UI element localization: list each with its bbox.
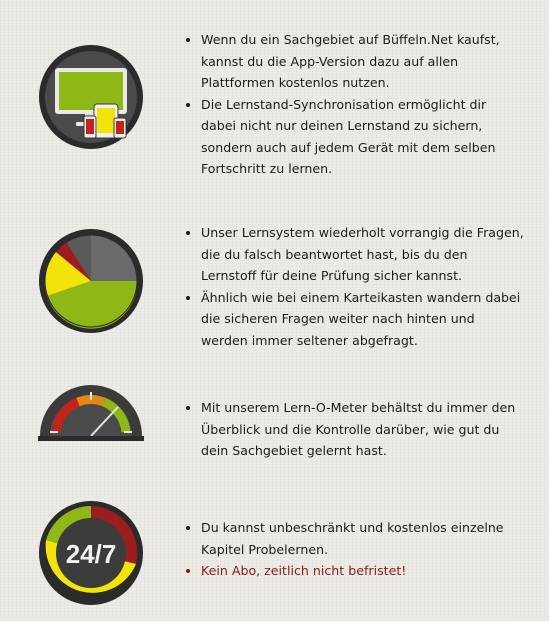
bullet-item: • Ähnlich wie bei einem Karteikasten wandern dabei die sicheren Fragen weiter nach hinten und werden immer seltener abgefragt. [201,287,525,352]
bullet-list [185,29,525,180]
feature-row-lern-o-meter [0,380,549,460]
bullet-item: • Wenn du ein Sachgebiet auf Büffeln.Net kaufst, kannst du die App-Version dazu auf allen Plattformen kostenlos nutzen. [201,29,525,94]
clock-24-7-icon [38,500,144,610]
gauge-meter-icon [38,380,144,446]
feature-text-learning-system [185,222,525,351]
feature-text-lern-o-meter [185,397,525,462]
pie-chart-icon [38,228,144,338]
feature-text-devices [185,29,525,180]
badge-text: 24/7 [65,539,117,569]
feature-row-devices [0,22,549,182]
feature-row-unlimited [0,500,549,615]
bullet-list [185,397,525,462]
bullet-item: • Unser Lernsystem wiederholt vorrangig die Fragen, die du falsch beantwortet hast, bis du den Lernstoff für deine Prüfung sicher kannst. [201,222,525,287]
bullet-item: • Mit unserem Lern-O-Meter behältst du immer den Überblick und die Kontrolle darüber, wie gut du dein Sachgebiet gelernt hast. [201,397,525,462]
bullet-item-highlight: • Kein Abo, zeitlich nicht befristet! [201,560,525,582]
feature-row-learning-system [0,222,549,352]
devices-icon [38,44,144,154]
bullet-list [185,222,525,351]
bullet-list [185,517,525,582]
feature-text-unlimited [185,517,525,582]
bullet-item: • Du kannst unbeschränkt und kostenlos einzelne Kapitel Probelernen. [201,517,525,560]
bullet-item: • Die Lernstand-Synchronisation ermöglicht dir dabei nicht nur deinen Lernstand zu sichern, sondern auch auf jedem Gerät mit dem selben Fortschritt zu lernen. [201,94,525,180]
